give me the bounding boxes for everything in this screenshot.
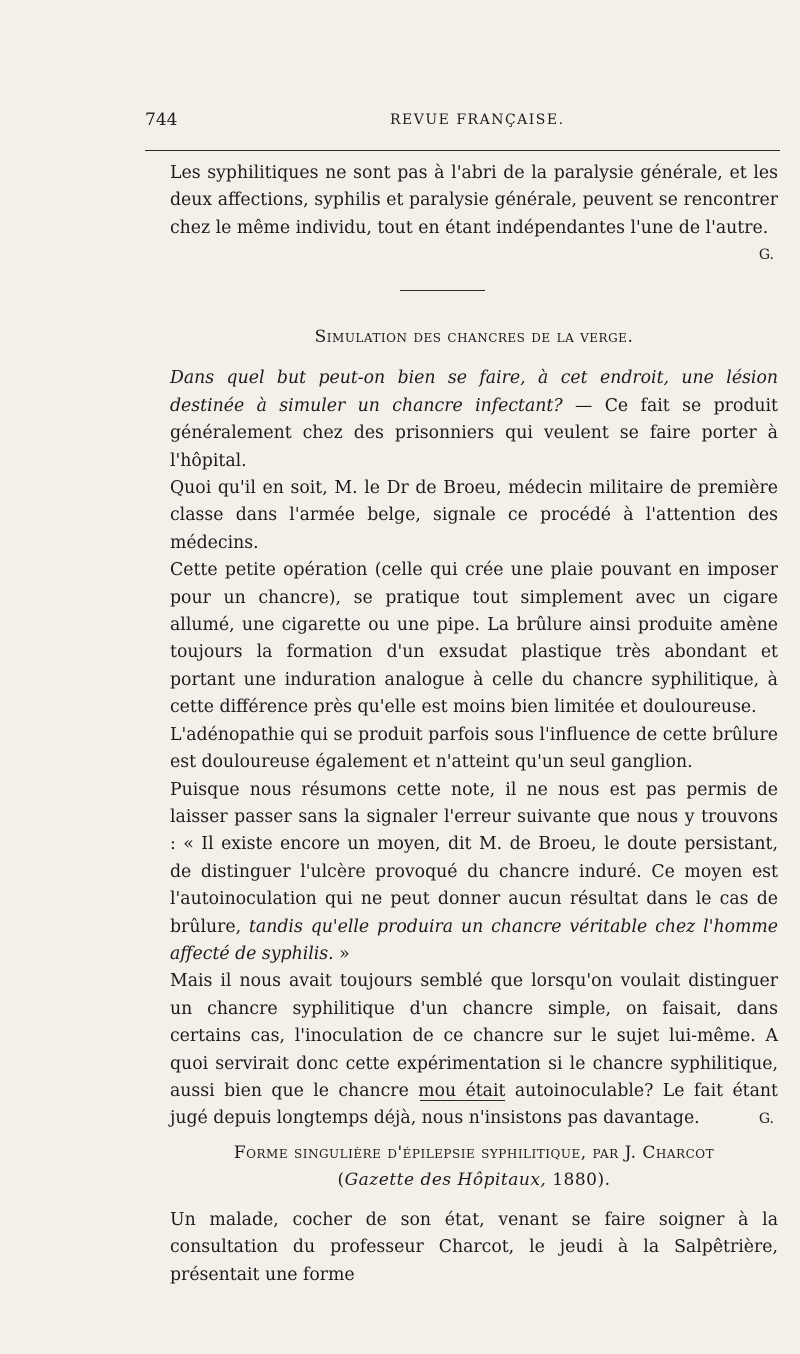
separator-rule xyxy=(420,1100,505,1101)
article1-paragraph xyxy=(170,160,778,242)
separator-rule xyxy=(400,290,485,291)
article2-paragraph-2: Quoi qu'il en soit, M. le Dr de Broeu, médecin militaire de première classe dans l'armée belge, signale ce procédé à l'attention des médecins. xyxy=(170,478,778,553)
article-epilepsie xyxy=(170,1140,778,1289)
article3-title-a: Forme singulière d'épilepsie syphilitique, par J. Charcot ( xyxy=(233,1143,715,1191)
separator-1 xyxy=(400,290,485,291)
article3-title xyxy=(170,1140,778,1195)
article2-p5-italic: tandis qu'elle produira un chancre véritable chez l'homme affecté de syphilis. xyxy=(170,916,778,964)
running-head: REVUE FRANÇAISE. xyxy=(390,112,565,128)
article2-p5-a: Puisque nous résumons cette note, il ne nous est pas permis de laisser passer sans la signaler l'erreur suivante que nous y trouvons : « Il existe encore un moyen, dit M. de Broeu, le doute persistant, de distinguer l'ulcère provoqué du chancre induré. Ce moyen est l'autoinoculation qui ne peut donner aucun résultat dans le cas de brûlure, xyxy=(170,779,778,937)
header-rule xyxy=(145,150,780,151)
article2-p1-rest: — Ce fait se produit généralement chez des prisonniers qui veulent se faire porter à l'hôpital. xyxy=(170,395,779,471)
article1-line: chez le même individu, tout en étant indépendantes l'une de l'autre. xyxy=(170,217,769,238)
article1-signature: G. xyxy=(758,247,774,264)
article2-paragraph-1 xyxy=(170,365,778,475)
article-simulation xyxy=(170,324,778,1133)
page-number: 744 xyxy=(145,110,178,130)
article2-title: Simulation des chancres de la verge. xyxy=(314,327,634,347)
article-paralysie xyxy=(170,160,778,270)
article2-p5-b: » xyxy=(333,943,350,964)
page-header xyxy=(145,110,785,132)
article2-paragraph-3: Cette petite opération (celle qui crée une plaie pouvant en imposer pour un chancre), se pratique tout simplement avec un cigare allumé, une cigarette ou une pipe. La brûlure ainsi produite amène toujours la formation d'un exsudat plastique très abondant et portant une induration analogue à celle du chancre syphilitique, à cette différence près qu'elle est moins bien limitée et douloureuse. xyxy=(170,560,778,718)
separator-2 xyxy=(420,1100,505,1101)
article1-line: deux affections, syphilis et paralysie générale, peuvent se rencontrer xyxy=(170,190,778,211)
article3-title-journal: Gazette des Hôpitaux, xyxy=(344,1170,547,1191)
article3-title-b: 1880). xyxy=(546,1170,611,1191)
article2-paragraph-6: Mais il nous avait toujours semblé que lorsqu'on voulait distinguer un chancre syphilitique d'un chancre simple, on faisait, dans certains cas, l'inoculation de ce chancre sur le sujet lui-même. A quoi servirait donc cette expérimentation si le chancre syphilitique, aussi bien que le chancre mou était autoinoculable? Le fait étant jugé depuis longtemps déjà, nous n'insistons pas davantage. xyxy=(170,971,778,1129)
article2-question: Dans quel but peut-on bien se faire, à cet endroit, une lésion destinée à simuler un chancre infectant? xyxy=(170,368,778,416)
article2-paragraph-5 xyxy=(170,777,778,969)
article2-paragraph-4: L'adénopathie qui se produit parfois sous l'influence de cette brûlure est douloureuse également et n'atteint qu'un seul ganglion. xyxy=(170,724,778,773)
article3-paragraph-1: Un malade, cocher de son état, venant se faire soigner à la consultation du professeur Charcot, le jeudi à la Salpêtrière, présentait une forme xyxy=(170,1209,778,1285)
article1-line: Les syphilitiques ne sont pas à l'abri de la paralysie générale, et les xyxy=(170,163,778,183)
article2-signature: G. xyxy=(758,1110,774,1127)
